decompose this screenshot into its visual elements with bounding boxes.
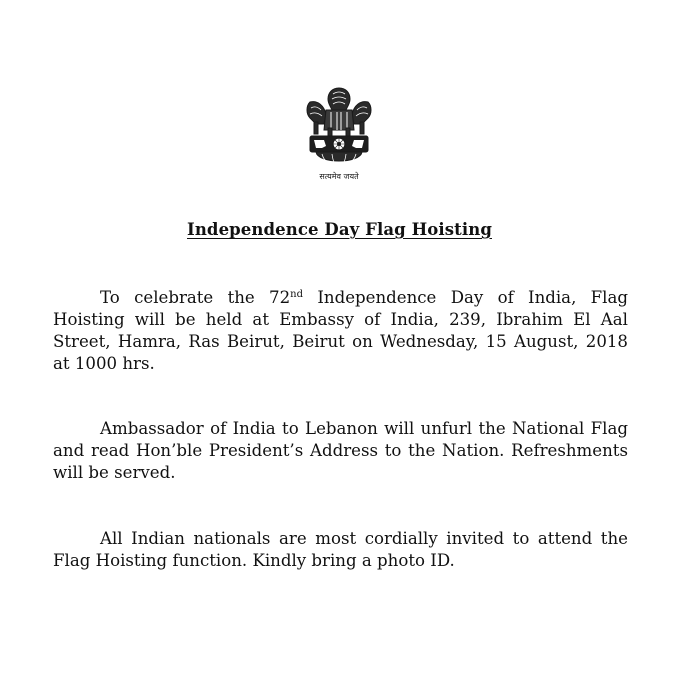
paragraph-event-details: [53, 287, 628, 375]
paragraph-text: Independence Day of India, Flag Hoisting will be held at Embassy of India, 239, Ibrahim El Aal Street, Hamra, Ras Beirut, Beirut on Wednesday, 15 August, 2018 at 1000 hrs.: [53, 288, 629, 373]
emblem-motto: सत्यमेव जयते: [319, 172, 359, 181]
page-title: Independence Day Flag Hoisting: [187, 220, 492, 239]
lion-capital-icon: [302, 84, 376, 172]
paragraph-invitation: All Indian nationals are most cordially invited to attend the Flag Hoisting function. Kindly bring a photo ID.: [53, 529, 628, 570]
paragraph-ceremony: Ambassador of India to Lebanon will unfurl the National Flag and read Hon’ble President’s Address to the Nation. Refreshments will be served.: [53, 419, 628, 482]
ordinal-suffix: nd: [290, 289, 304, 300]
paragraph-text: To celebrate the 72: [100, 288, 291, 307]
